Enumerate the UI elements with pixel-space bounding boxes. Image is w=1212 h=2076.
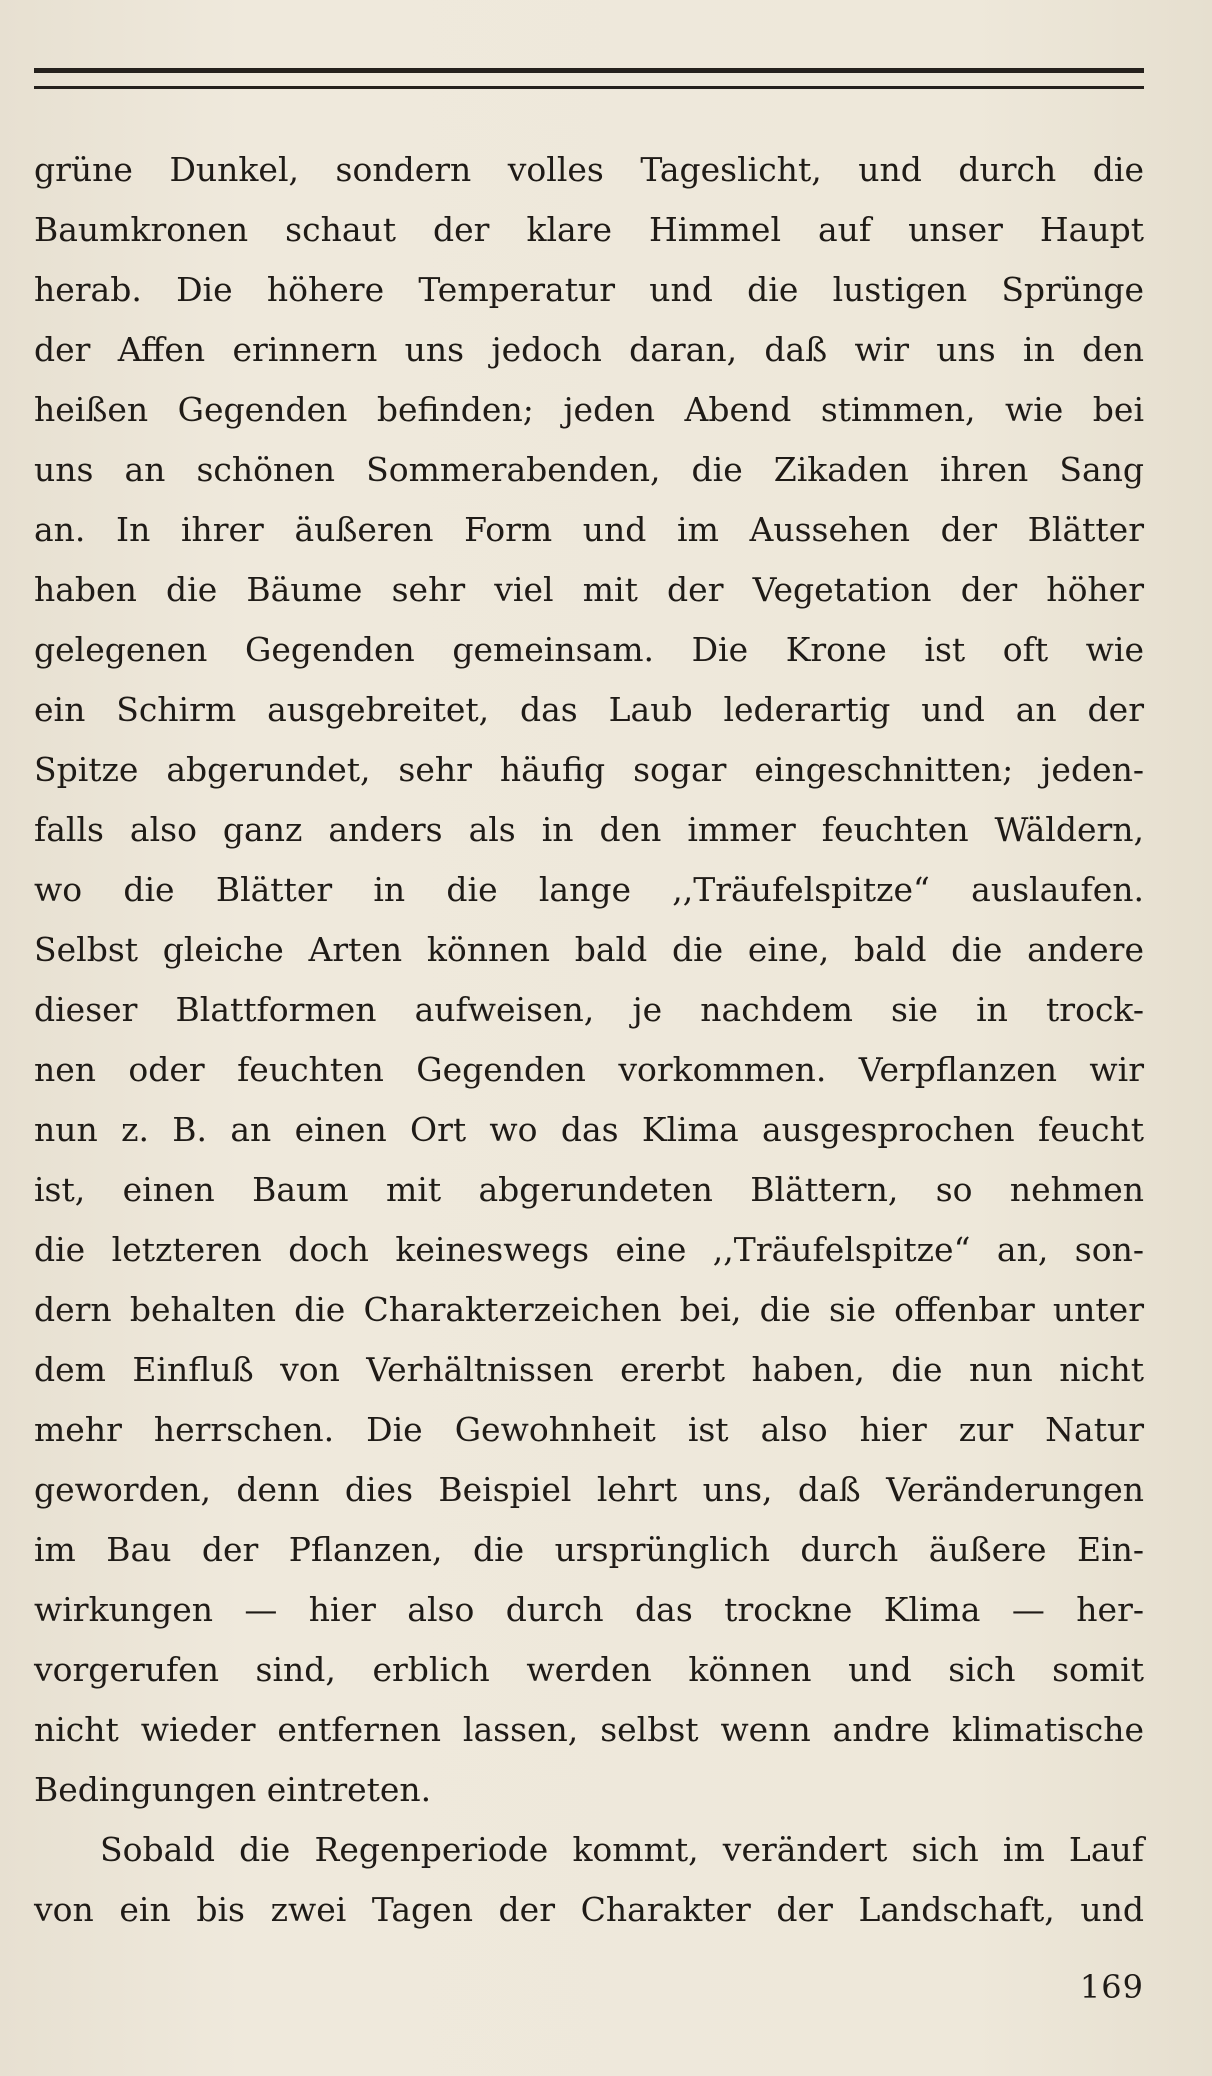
- text-line: geworden, denn dies Beispiel lehrt uns, daß Veränderungen: [34, 1470, 1144, 1509]
- text-line: der Affen erinnern uns jedoch daran, daß wir uns in den: [34, 330, 1144, 369]
- text-line: dem Einfluß von Verhältnissen ererbt haben, die nun nicht: [34, 1350, 1144, 1389]
- body-text: [34, 140, 1144, 1940]
- text-line: Spitze abgerundet, sehr häufig sogar eingeschnitten; jeden-: [34, 750, 1144, 789]
- text-line: Sobald die Regenperiode kommt, verändert sich im Lauf: [100, 1830, 1144, 1869]
- text-line: Baumkronen schaut der klare Himmel auf unser Haupt: [34, 210, 1144, 249]
- text-line: nen oder feuchten Gegenden vorkommen. Verpflanzen wir: [34, 1050, 1144, 1089]
- text-line: vorgerufen sind, erblich werden können und sich somit: [34, 1650, 1144, 1689]
- text-line: uns an schönen Sommerabenden, die Zikaden ihren Sang: [34, 450, 1144, 489]
- text-line: wo die Blätter in die lange ,,Träufelspitze“ auslaufen.: [34, 870, 1144, 909]
- header-rule-thick: [34, 68, 1144, 73]
- text-line: an. In ihrer äußeren Form und im Aussehen der Blätter: [34, 510, 1144, 549]
- text-line: von ein bis zwei Tagen der Charakter der Landschaft, und: [34, 1890, 1144, 1929]
- text-line: ein Schirm ausgebreitet, das Laub lederartig und an der: [34, 690, 1144, 729]
- text-line: gelegenen Gegenden gemeinsam. Die Krone ist oft wie: [34, 630, 1144, 669]
- text-line: die letzteren doch keineswegs eine ,,Träufelspitze“ an, son-: [34, 1230, 1144, 1269]
- text-line: falls also ganz anders als in den immer feuchten Wäldern,: [34, 810, 1144, 849]
- text-line: nicht wieder entfernen lassen, selbst wenn andre klimatische: [34, 1710, 1144, 1749]
- text-line: Selbst gleiche Arten können bald die eine, bald die andere: [34, 930, 1144, 969]
- text-line: haben die Bäume sehr viel mit der Vegetation der höher: [34, 570, 1144, 609]
- text-line: im Bau der Pflanzen, die ursprünglich durch äußere Ein-: [34, 1530, 1144, 1569]
- text-line: dern behalten die Charakterzeichen bei, die sie offenbar unter: [34, 1290, 1144, 1329]
- text-line: wirkungen — hier also durch das trockne Klima — her-: [34, 1590, 1144, 1629]
- text-line: nun z. B. an einen Ort wo das Klima ausgesprochen feucht: [34, 1110, 1144, 1149]
- text-line: ist, einen Baum mit abgerundeten Blättern, so nehmen: [34, 1170, 1144, 1209]
- text-line: herab. Die höhere Temperatur und die lustigen Sprünge: [34, 270, 1144, 309]
- page-number: 169: [1079, 1968, 1144, 2006]
- text-line: heißen Gegenden befinden; jeden Abend stimmen, wie bei: [34, 390, 1144, 429]
- text-line: dieser Blattformen aufweisen, je nachdem sie in trock-: [34, 990, 1144, 1029]
- text-line: Bedingungen eintreten.: [34, 1770, 432, 1809]
- text-line: mehr herrschen. Die Gewohnheit ist also hier zur Natur: [34, 1410, 1144, 1449]
- text-line: grüne Dunkel, sondern volles Tageslicht, und durch die: [34, 150, 1144, 189]
- header-rule-thin: [34, 86, 1144, 89]
